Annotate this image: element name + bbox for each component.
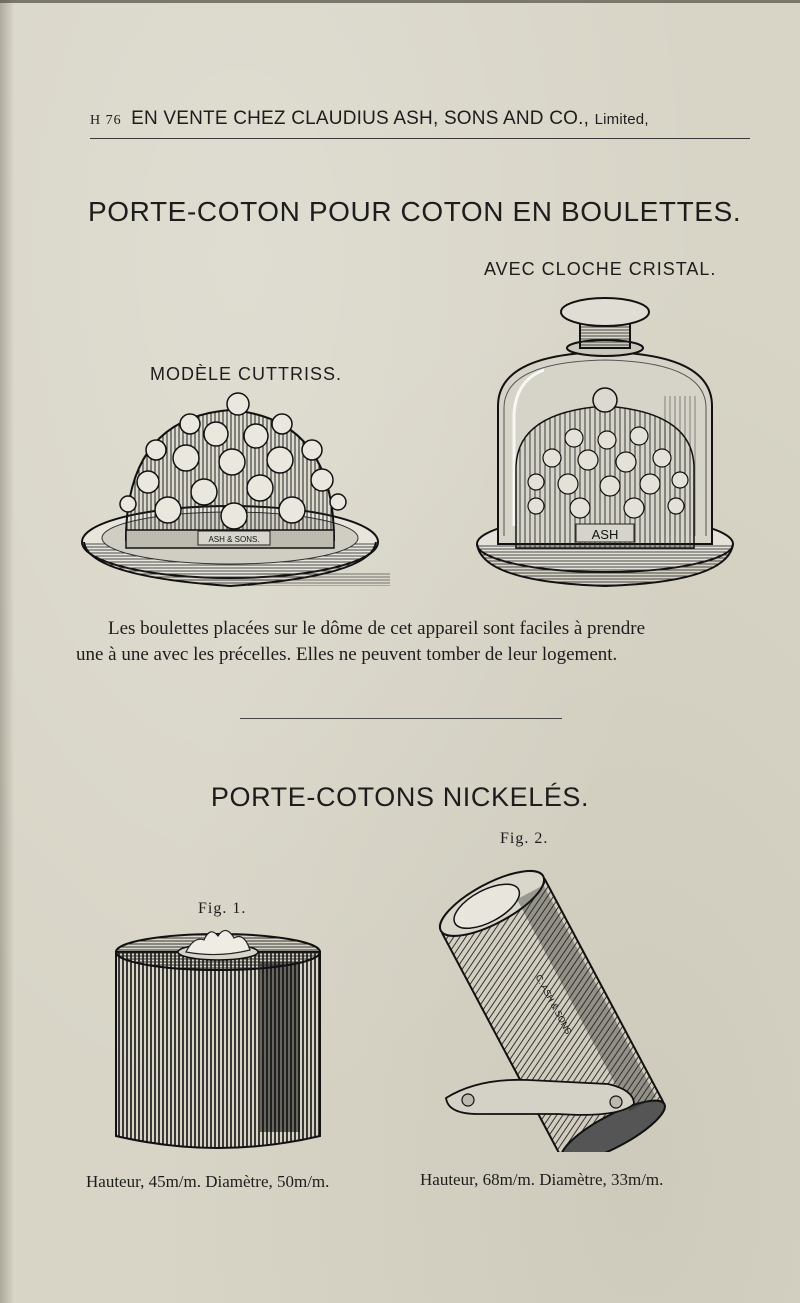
cloche-subtitle: AVEC CLOCHE CRISTAL. (484, 259, 717, 279)
page-number: H 76 (90, 113, 122, 128)
caption-line-1: Les boulettes placées sur le dôme de cet appareil sont faciles à prendre (108, 618, 646, 639)
dome-cotton-holder-illustration (78, 390, 398, 595)
header-rule (90, 138, 750, 139)
page-top-edge (0, 0, 800, 3)
page-binding-shadow (0, 0, 14, 1303)
fig2-tube-holder-illustration (438, 852, 670, 1152)
header-text: EN VENTE CHEZ CLAUDIUS ASH, SONS AND CO., (131, 108, 590, 129)
section-divider (240, 718, 562, 719)
section1-title: PORTE-COTON POUR COTON EN BOULETTES. (88, 196, 742, 227)
section2-title: PORTE-COTONS NICKELÉS. (210, 782, 590, 812)
page-header (90, 108, 750, 134)
fig1-label: Fig. 1. (198, 900, 247, 917)
caption-line-2: une à une avec les précelles. Elles ne peuvent tomber de leur logement. (76, 644, 618, 665)
fig1-cylinder-holder-illustration (110, 922, 326, 1160)
cloche-cotton-holder-illustration (474, 296, 736, 592)
section1-caption (62, 616, 752, 668)
fig2-engraving-text: C. ASH & SONS (533, 972, 574, 1036)
fig1-dimensions: Hauteur, 45m/m. Diamètre, 50m/m. (86, 1172, 330, 1191)
fig2-label: Fig. 2. (500, 830, 549, 847)
fig2-dimensions: Hauteur, 68m/m. Diamètre, 33m/m. (420, 1170, 664, 1189)
dome-engraving-text: ASH & SONS. (208, 535, 260, 544)
header-limited: Limited, (594, 111, 649, 128)
cuttriss-subtitle: MODÈLE CUTTRISS. (150, 364, 343, 384)
cloche-engraving-text: ASH (591, 527, 619, 542)
